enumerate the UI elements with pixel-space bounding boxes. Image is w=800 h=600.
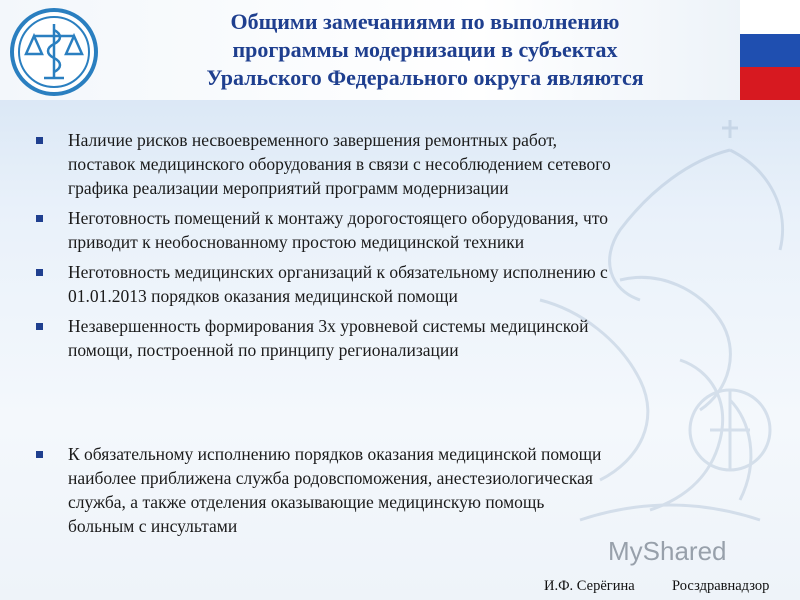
flag-blue-stripe xyxy=(740,34,800,67)
title-line: программы модернизации в субъектах xyxy=(232,37,618,62)
bullet-item xyxy=(36,206,776,254)
bullet-line: Незавершенность формирования 3х уровневой системы медицинской xyxy=(68,316,589,336)
bullet-square-icon xyxy=(36,323,43,330)
myshared-text: MyShared xyxy=(608,536,727,566)
bullet-line: 01.01.2013 порядков оказания медицинской помощи xyxy=(68,286,458,306)
bullet-square-icon xyxy=(36,451,43,458)
bullet-line: помощи, построенной по принципу регионализации xyxy=(68,340,459,360)
bullet-square-icon xyxy=(36,137,43,144)
slide-title xyxy=(120,8,730,92)
bullet-line: К обязательному исполнению порядков оказания медицинской помощи xyxy=(68,444,602,464)
bullet-square-icon xyxy=(36,215,43,222)
bullet-line: наиболее приближена служба родовспоможения, анестезиологическая xyxy=(68,468,593,488)
bullet-item xyxy=(36,260,776,308)
bullet-line: Неготовность медицинских организаций к обязательному исполнению с xyxy=(68,262,608,282)
bullet-line: Наличие рисков несвоевременного завершения ремонтных работ, xyxy=(68,130,558,150)
bullet-list xyxy=(36,128,776,538)
footer-author: И.Ф. Серёгина xyxy=(544,578,635,594)
title-line: Общими замечаниями по выполнению xyxy=(230,9,620,34)
bullet-line: служба, а также отделения оказывающие медицинскую помощь xyxy=(68,492,545,512)
bullet-square-icon xyxy=(36,269,43,276)
bullet-line: графика реализации мероприятий программ модернизации xyxy=(68,178,509,198)
footer-organization: Росздравнадзор xyxy=(672,578,770,594)
flag-red-stripe xyxy=(740,67,800,100)
myshared-watermark xyxy=(608,536,727,572)
bullet-line: Неготовность помещений к монтажу дорогостоящего оборудования, что xyxy=(68,208,609,228)
title-line: Уральского Федерального округа являются xyxy=(206,65,644,90)
bullet-line: поставок медицинского оборудования в связи с несоблюдением сетевого xyxy=(68,154,611,174)
bullet-line: приводит к необоснованному простою медицинской техники xyxy=(68,232,525,252)
russian-flag xyxy=(740,0,800,100)
bullet-item xyxy=(36,314,776,362)
flag-white-stripe xyxy=(740,0,800,34)
bullet-item xyxy=(36,128,776,200)
bullet-item xyxy=(36,442,776,538)
rosnadzor-emblem-icon xyxy=(8,6,100,98)
bullet-line: больным с инсультами xyxy=(68,516,238,536)
